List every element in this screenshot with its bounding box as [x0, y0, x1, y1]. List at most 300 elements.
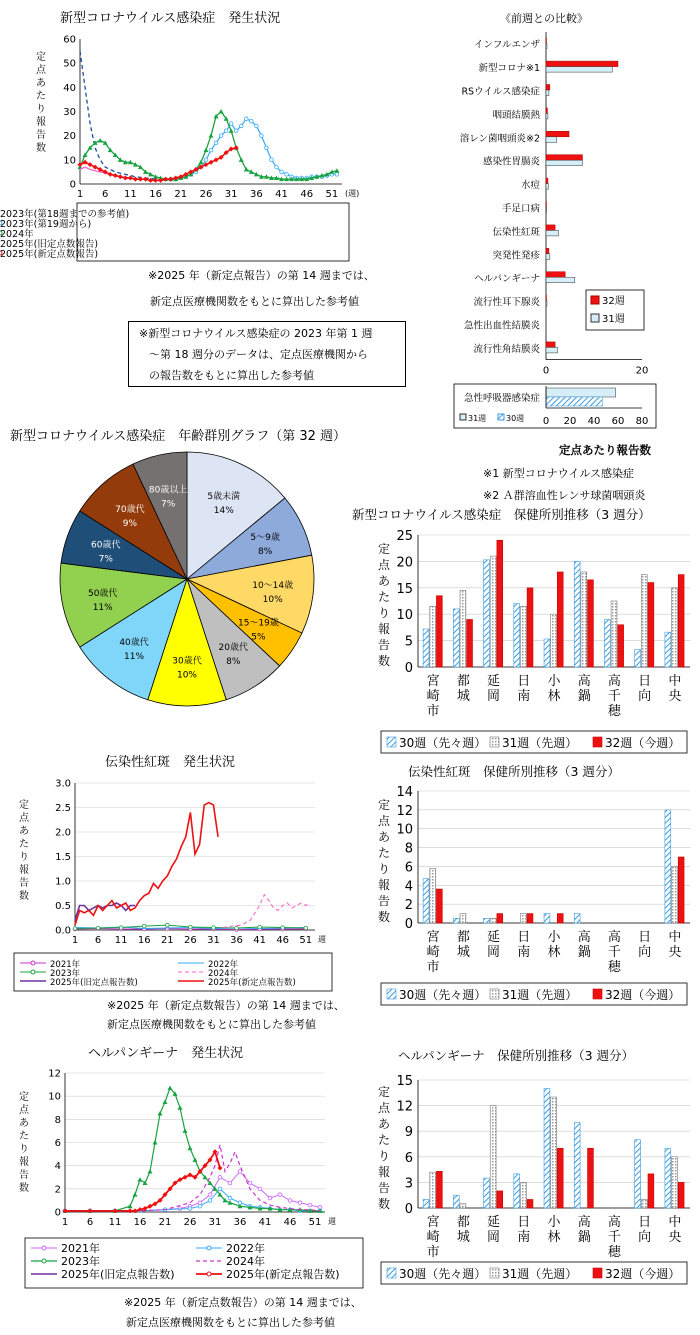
category-label: 咽頭結膜熱: [492, 109, 540, 121]
y-tick-label: 20: [63, 131, 76, 143]
y-axis-label: 告: [377, 1181, 391, 1195]
data-point: [208, 1199, 212, 1203]
x-tick-label: 0: [542, 416, 550, 427]
compare-footnote-1: ※1 新型コロナウイルス感染症: [483, 467, 635, 480]
data-point: [108, 172, 113, 177]
x-tick-label: 51: [308, 1217, 322, 1228]
data-point: [113, 173, 118, 178]
series-line: [65, 1088, 320, 1211]
x-tick-label: 11: [108, 1217, 122, 1228]
y-axis-label: 数: [36, 143, 46, 154]
data-point: [224, 129, 228, 133]
y-tick-label: 0: [54, 1207, 61, 1219]
data-point: [193, 1157, 198, 1162]
y-axis-label: 報: [377, 622, 391, 636]
y-axis-label: り: [19, 1144, 29, 1155]
category-label: 流行性耳下腺炎: [473, 297, 540, 309]
data-point: [178, 1105, 183, 1110]
covid-note-1: ※2025 年（新定点報告）の第 14 週までは、: [148, 269, 375, 282]
pie-label: 5～9歳: [250, 533, 280, 544]
bar: [574, 914, 580, 923]
y-axis-label: 数: [377, 1197, 391, 1211]
x-tick-label: 日: [638, 674, 652, 689]
data-point: [128, 1204, 133, 1209]
bar: [635, 1140, 641, 1208]
y-axis-label: 点: [377, 814, 391, 828]
y-tick-label: 0.5: [55, 901, 71, 912]
category-label: 突発性発疹: [492, 250, 540, 262]
y-axis-label: あ: [19, 1118, 29, 1129]
data-point: [219, 134, 223, 138]
bar: [546, 178, 548, 184]
y-tick-label: 6: [54, 1138, 61, 1149]
x-tick-label: 中: [668, 1215, 682, 1230]
data-point: [235, 926, 239, 930]
x-tick-label: 60: [611, 416, 625, 427]
data-point: [128, 1208, 133, 1213]
bar: [497, 1191, 503, 1208]
y-axis-label: 報: [377, 878, 391, 892]
legend-label: 31週: [468, 414, 487, 423]
legend-swatch: [387, 1268, 396, 1278]
pie-label: 10～14歳: [252, 580, 294, 591]
y-axis-label: 報: [19, 865, 29, 876]
pie-percent: 7%: [98, 554, 113, 565]
legend-label: 2021年: [61, 1242, 100, 1255]
bar: [641, 575, 647, 667]
y-axis-label: あ: [19, 826, 29, 837]
x-tick-label: 16: [137, 935, 151, 946]
bar: [546, 61, 618, 67]
legend-label: 2025年(旧定点数報告): [0, 239, 99, 250]
y-tick-label: 14: [396, 785, 413, 800]
data-point: [239, 157, 244, 162]
data-point: [308, 1203, 312, 1207]
y-axis-label: 告: [377, 894, 391, 908]
bar: [557, 914, 563, 923]
bar: [544, 1089, 550, 1208]
legend-swatch: [593, 989, 602, 999]
legend-swatch: [387, 737, 396, 747]
data-point: [228, 1181, 232, 1185]
legend-marker: [31, 961, 35, 965]
x-tick-label: 41: [275, 189, 288, 200]
data-point: [88, 162, 93, 167]
x-tick-label: 延: [487, 930, 501, 945]
category-label: 伝染性紅斑: [492, 226, 540, 238]
x-tick-label: 都: [456, 1215, 470, 1230]
y-tick-label: 8: [54, 1114, 61, 1126]
bar: [514, 1174, 520, 1208]
category-label: 急性呼吸器感染症: [463, 393, 540, 404]
x-tick-label: 鍋: [577, 1230, 591, 1245]
legend-swatch: [490, 737, 499, 747]
x-tick-label: 46: [300, 189, 314, 200]
series-line: [80, 148, 236, 181]
data-point: [248, 1181, 252, 1185]
category-label: 感染性胃腸炎: [482, 156, 540, 168]
y-tick-label: 4: [404, 879, 413, 895]
data-point: [278, 1193, 282, 1197]
x-tick-label: 崎: [426, 945, 440, 960]
y-axis-label: 数: [19, 891, 29, 902]
x-tick-label: 20: [635, 365, 649, 377]
chart-title: 新型コロナウイルス感染症 発生状況: [60, 11, 281, 26]
x-tick-label: 21: [160, 935, 174, 946]
bar: [423, 629, 429, 667]
data-point: [334, 168, 339, 173]
y-axis-label: 点: [19, 1105, 29, 1116]
legend-marker: [42, 1259, 46, 1263]
y-tick-label: 25: [396, 529, 413, 544]
category-label: RSウイルス感染症: [461, 86, 540, 98]
bar: [453, 1195, 459, 1208]
legend-label: 2021年: [50, 960, 81, 970]
bar: [436, 1171, 442, 1208]
bar: [546, 388, 616, 397]
bar: [648, 1174, 654, 1208]
y-tick-label: 0: [404, 661, 413, 676]
legend-label: 32週: [602, 296, 625, 307]
y-tick-label: 2: [54, 1184, 61, 1196]
covid-box-line-1: ※新型コロナウイルス感染症の 2023 年第 1 週: [139, 327, 373, 340]
data-point: [238, 1170, 242, 1174]
pie-label: 80歳以上: [148, 485, 188, 496]
x-tick-label: 南: [517, 1230, 531, 1245]
legend-marker: [207, 1272, 211, 1276]
series-line: [80, 51, 166, 179]
data-point: [209, 148, 213, 152]
data-point: [183, 1128, 188, 1133]
covid-box-line-2: ～第 18 週分のデータは、定点医療機関から: [149, 348, 368, 361]
x-tick-label: 6: [102, 189, 109, 200]
bar: [546, 131, 569, 137]
x-tick-label: 崎: [426, 689, 440, 704]
bar: [497, 540, 503, 667]
x-tick-label: 41: [258, 1217, 272, 1228]
x-tick-label: 高: [577, 930, 591, 945]
x-axis-unit: 週: [318, 935, 326, 944]
x-tick-label: 市: [426, 704, 440, 719]
x-tick-label: 中: [668, 674, 682, 689]
bar: [641, 1199, 647, 1208]
y-tick-label: 0: [69, 179, 76, 191]
data-point: [212, 926, 216, 930]
x-tick-label: 高: [577, 1215, 591, 1230]
x-tick-label: 市: [426, 960, 440, 975]
y-axis-label: 告: [19, 1170, 29, 1181]
y-tick-label: 4: [54, 1161, 61, 1173]
ery-note-1: ※2025 年（新定点数報告）の第 14 週までは、: [107, 999, 345, 1012]
bar: [546, 301, 547, 307]
y-axis-label: あ: [377, 830, 391, 844]
legend-label: 30週（先々週）: [399, 736, 487, 750]
y-axis-label: 点: [377, 1101, 391, 1115]
y-tick-label: 3.0: [55, 778, 71, 790]
x-tick-label: 46: [276, 935, 290, 946]
x-tick-label: 南: [517, 945, 531, 960]
bar: [546, 108, 547, 114]
y-axis-label: 点: [377, 558, 391, 572]
data-point: [142, 924, 146, 928]
y-axis-label: 定: [377, 1085, 391, 1099]
data-point: [244, 167, 249, 172]
bar: [648, 583, 654, 667]
pie-label: 20歳代: [218, 642, 249, 653]
data-point: [168, 1086, 173, 1091]
pie-percent: 11%: [124, 652, 145, 663]
x-tick-label: 延: [487, 674, 501, 689]
chart-title: 伝染性紅斑 発生状況: [105, 755, 236, 770]
y-tick-label: 6: [404, 860, 413, 876]
legend-label: 2022年: [208, 960, 239, 970]
bar: [546, 90, 549, 96]
y-axis-label: り: [377, 862, 391, 876]
x-tick-label: 41: [253, 935, 266, 946]
pie-percent: 8%: [258, 547, 273, 558]
bar: [546, 155, 582, 161]
y-tick-label: 1.5: [55, 852, 71, 863]
legend-label: 2023年(第18週までの参考値): [0, 209, 130, 220]
data-point: [298, 1201, 302, 1205]
data-point: [280, 170, 284, 174]
data-point: [285, 173, 289, 177]
pie-label: 60歳代: [91, 540, 121, 551]
compare-footnote-2: ※2 Ａ群溶血性レンサ球菌咽頭炎: [483, 489, 646, 502]
x-tick-label: 日: [517, 674, 531, 689]
legend-label: 30週（先々週）: [399, 988, 487, 1002]
pie-label: 30歳代: [172, 656, 202, 667]
legend-swatch: [593, 1268, 602, 1278]
y-axis-label: 報: [377, 1165, 391, 1179]
x-tick-label: 46: [283, 1217, 297, 1228]
bar: [497, 914, 503, 923]
bar: [557, 572, 563, 667]
category-label: 溶レン菌咽頭炎※2: [459, 133, 540, 145]
y-axis-label: た: [19, 1131, 29, 1142]
y-tick-label: 10: [63, 155, 76, 167]
data-point: [198, 1201, 202, 1205]
y-axis-label: 数: [377, 654, 391, 668]
bar: [672, 1157, 678, 1208]
x-tick-label: 11: [114, 935, 128, 946]
bar: [423, 1199, 429, 1208]
bar: [546, 67, 612, 73]
y-tick-label: 60: [63, 34, 76, 46]
x-tick-label: 林: [547, 689, 561, 704]
legend-label: 30週（先々週）: [399, 1267, 487, 1281]
covid-note-box: [128, 321, 406, 387]
x-tick-label: 都: [456, 674, 470, 689]
x-tick-label: 岡: [487, 689, 501, 704]
data-point: [93, 165, 98, 170]
y-tick-label: 12: [396, 1099, 413, 1115]
legend-marker: [42, 1246, 46, 1250]
x-tick-label: 11: [124, 189, 137, 200]
y-tick-label: 9: [404, 1125, 413, 1141]
data-point: [98, 138, 103, 143]
y-tick-label: 2.5: [55, 803, 71, 814]
y-tick-label: 10: [48, 1091, 61, 1103]
x-tick-label: 穂: [607, 960, 621, 975]
bar: [588, 1148, 594, 1208]
legend-label: 32週（今週）: [605, 1267, 681, 1281]
chart-title: 《前週との比較》: [500, 12, 588, 25]
pie-label: 40歳代: [119, 638, 149, 649]
x-tick-label: 16: [133, 1217, 147, 1228]
chart-title: 伝染性紅斑 保健所別推移（3 週分）: [408, 764, 620, 779]
bar: [546, 225, 555, 231]
y-axis-label: り: [19, 852, 29, 863]
legend-label: 2023年: [50, 969, 81, 979]
x-tick-label: 26: [199, 189, 213, 200]
bar: [490, 1106, 496, 1208]
x-tick-label: 中: [668, 930, 682, 945]
pie-percent: 5%: [251, 632, 266, 643]
y-tick-label: 0: [404, 1202, 413, 1217]
data-point: [148, 1169, 153, 1174]
bar: [484, 560, 490, 667]
x-tick-label: 央: [668, 1230, 682, 1245]
y-axis-label: 告: [36, 130, 46, 141]
bar: [527, 1199, 533, 1208]
x-tick-label: 岡: [487, 945, 501, 960]
x-axis-unit: (週): [345, 189, 360, 198]
bar: [430, 606, 436, 667]
bar: [557, 1148, 563, 1208]
data-point: [304, 926, 308, 930]
bar: [514, 604, 520, 667]
legend-label: 2024年: [226, 1255, 265, 1268]
legend-swatch: [387, 989, 396, 999]
chart-title: ヘルパンギーナ 発生状況: [88, 1046, 244, 1061]
y-tick-label: 12: [396, 803, 413, 819]
bar: [546, 248, 549, 254]
pie-label: 70歳代: [115, 505, 145, 516]
herp-note-2: 新定点医療機関数をもとに算出した参考値: [126, 1316, 335, 1329]
y-axis-label: 告: [377, 638, 391, 652]
data-point: [133, 177, 138, 182]
bar: [551, 1097, 557, 1208]
x-tick-label: 千: [607, 689, 621, 704]
x-tick-label: 向: [638, 1230, 652, 1245]
data-point: [189, 925, 193, 929]
x-tick-label: 26: [183, 1217, 197, 1228]
bar: [546, 272, 565, 278]
series-line: [223, 895, 311, 928]
y-tick-label: 6: [404, 1150, 413, 1166]
x-tick-label: 向: [638, 945, 652, 960]
x-tick-label: 向: [638, 689, 652, 704]
x-tick-label: 崎: [426, 1230, 440, 1245]
data-point: [218, 1165, 223, 1170]
y-axis-label: 数: [19, 1183, 29, 1194]
x-tick-label: 央: [668, 689, 682, 704]
chart-title: ヘルパンギーナ 保健所別推移（3 週分）: [398, 1048, 635, 1063]
bar: [520, 914, 526, 923]
data-point: [288, 1199, 292, 1203]
y-tick-label: 1.0: [55, 876, 71, 888]
bar: [588, 580, 594, 667]
x-tick-label: 鍋: [577, 689, 591, 704]
y-tick-label: 40: [63, 82, 76, 94]
legend-label: 31週（先週）: [502, 988, 578, 1002]
x-tick-label: 城: [456, 689, 470, 704]
x-tick-label: 高: [607, 930, 621, 945]
y-tick-label: 2: [404, 898, 413, 914]
pie-percent: 7%: [161, 499, 176, 510]
x-tick-label: 南: [517, 689, 531, 704]
x-tick-label: 6: [94, 935, 102, 946]
data-point: [73, 927, 77, 931]
series-line: [65, 1189, 320, 1211]
legend-swatch: [490, 989, 499, 999]
data-point: [188, 1146, 193, 1151]
x-tick-label: 31: [207, 935, 220, 946]
chart-title: 新型コロナウイルス感染症 保健所別推移（3 週分）: [352, 507, 651, 522]
bar: [527, 588, 533, 667]
bar: [546, 137, 557, 143]
data-point: [158, 1111, 163, 1116]
x-tick-label: 央: [668, 945, 682, 960]
x-tick-label: 穂: [607, 1245, 621, 1260]
series-line: [80, 112, 337, 180]
bar: [635, 650, 641, 667]
data-point: [209, 160, 214, 165]
x-tick-label: 岡: [487, 1230, 501, 1245]
data-point: [275, 165, 279, 169]
bar: [430, 868, 436, 923]
y-tick-label: 10: [396, 608, 413, 624]
y-axis-label: り: [377, 606, 391, 620]
legend-label: 2023年: [61, 1255, 100, 1268]
bar: [604, 619, 610, 667]
data-point: [265, 146, 269, 150]
bar: [460, 590, 466, 667]
chart-title: 新型コロナウイルス感染症 年齢群別グラフ（第 32 週）: [10, 429, 347, 444]
bar: [611, 601, 617, 667]
data-point: [123, 175, 128, 180]
data-point: [163, 1099, 168, 1104]
x-tick-label: 6: [86, 1217, 94, 1228]
legend-label: 30週: [506, 414, 525, 423]
y-axis-label: た: [377, 590, 391, 604]
legend-label: 2025年(旧定点報告数): [50, 978, 138, 988]
bar: [453, 918, 459, 923]
bar: [490, 918, 496, 923]
x-tick-label: 城: [456, 945, 470, 960]
legend-swatch: [591, 314, 599, 322]
data-point: [228, 1196, 232, 1200]
x-tick-label: 1: [71, 935, 79, 946]
legend-label: 2025年(旧定点報告数): [61, 1268, 175, 1281]
data-point: [229, 128, 234, 133]
x-tick-label: 26: [184, 935, 197, 946]
data-point: [258, 1187, 262, 1191]
x-tick-label: 40: [587, 416, 601, 427]
bar: [546, 254, 550, 259]
category-label: 急性出血性結膜炎: [463, 320, 540, 332]
y-axis-label: あ: [36, 78, 46, 89]
pie-percent: 8%: [226, 656, 241, 667]
y-tick-label: 8: [404, 841, 413, 857]
bar: [546, 43, 547, 49]
bar: [546, 160, 582, 166]
x-tick-label: 51: [325, 189, 339, 200]
data-point: [270, 158, 274, 162]
bar: [678, 1182, 684, 1208]
legend-marker: [207, 1246, 211, 1250]
